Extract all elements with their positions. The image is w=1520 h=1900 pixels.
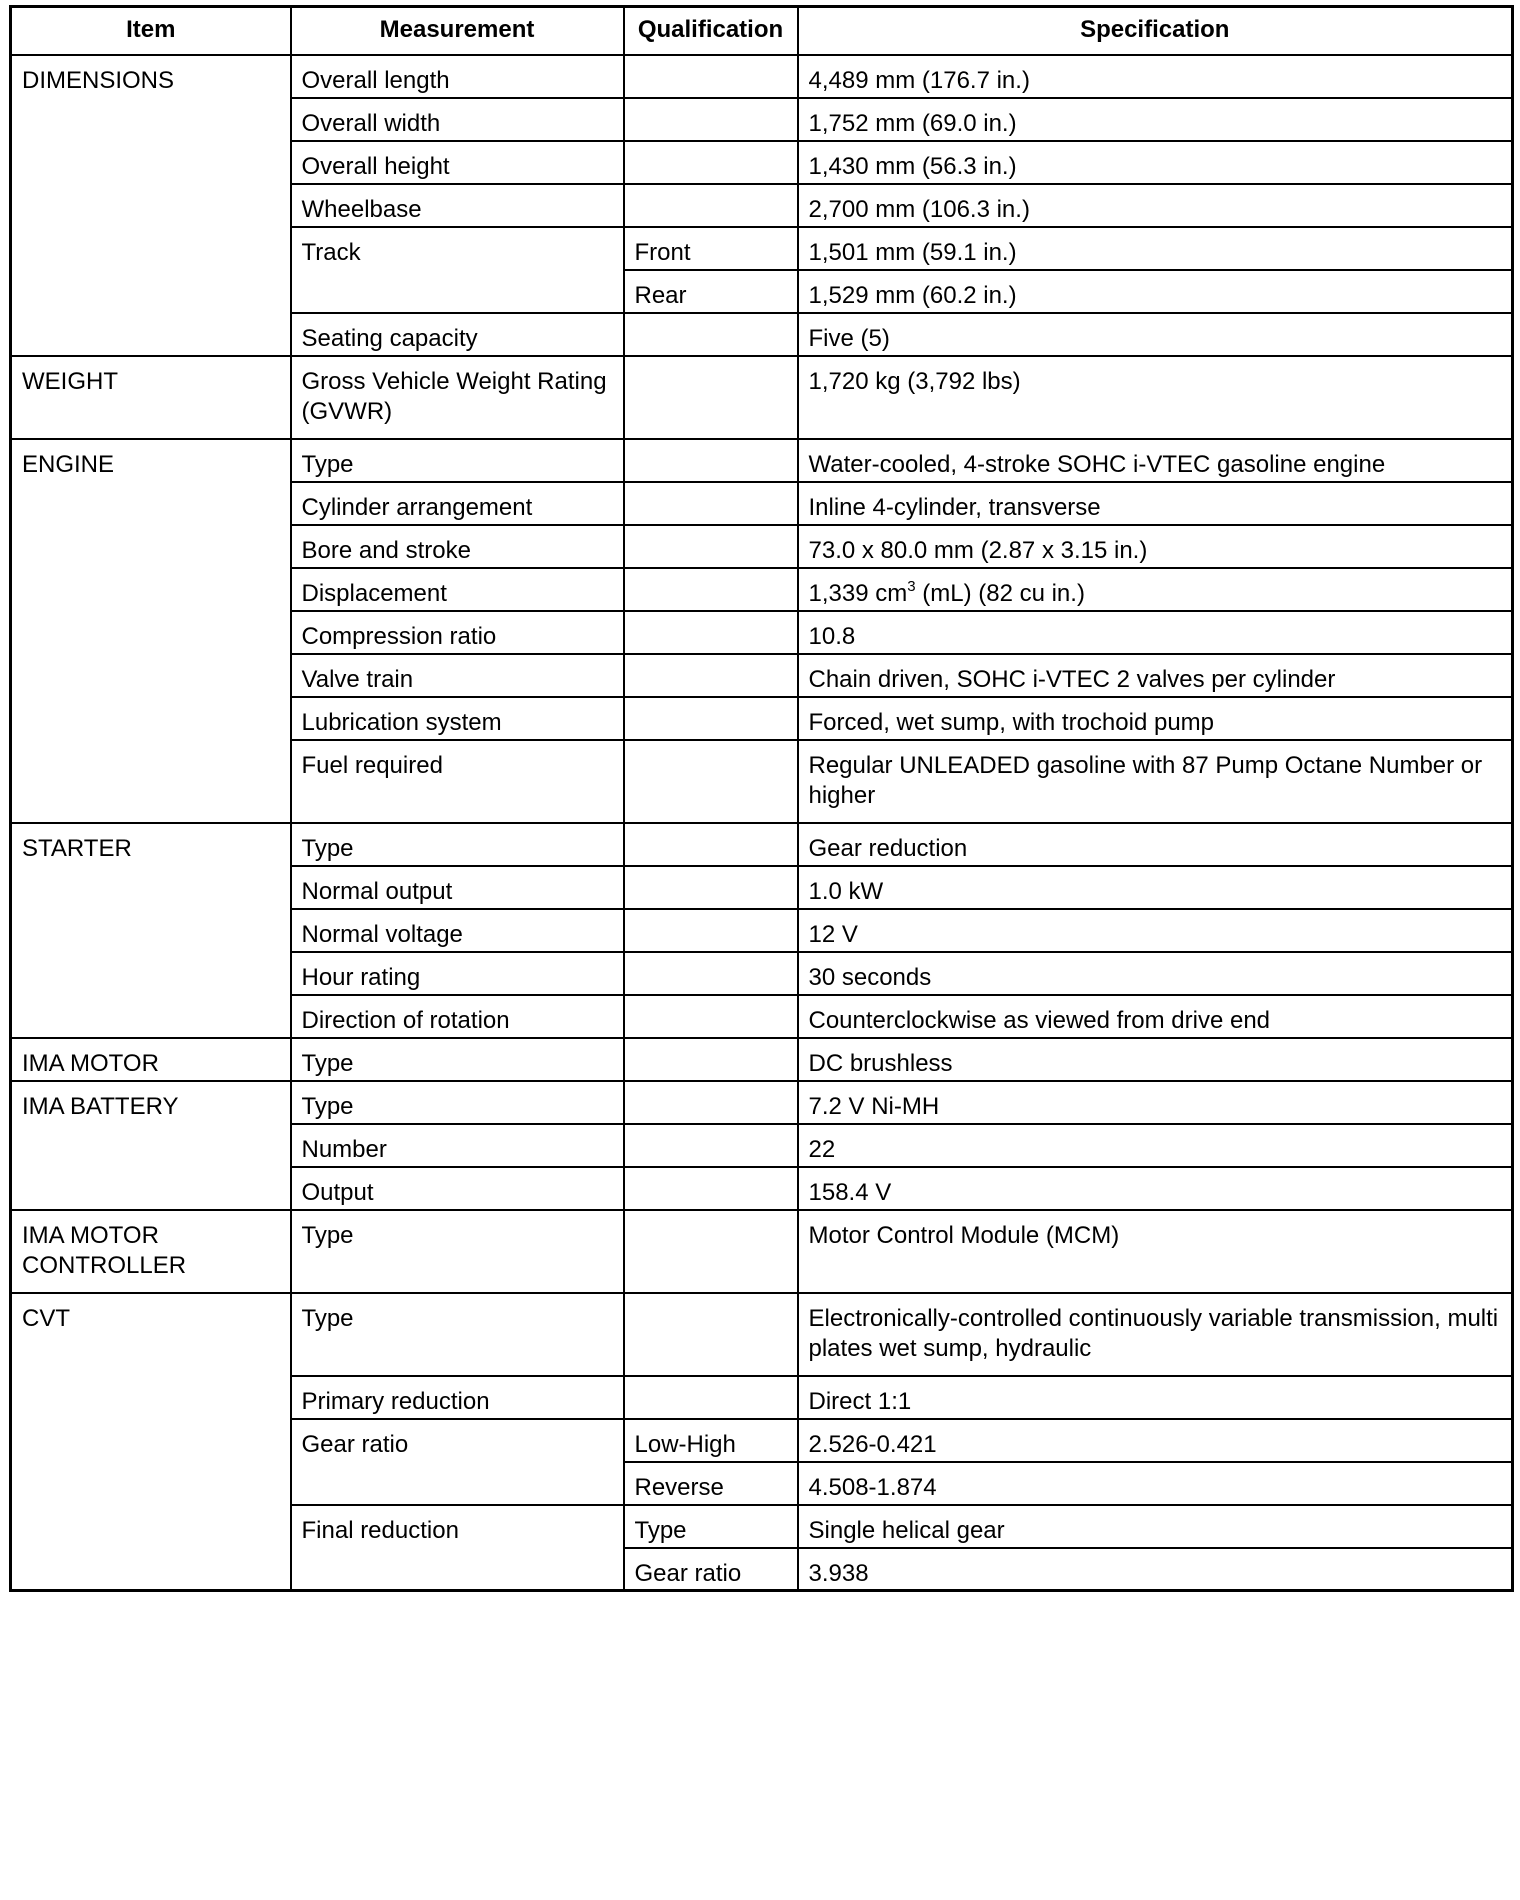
specification-cell: 7.2 V Ni-MH [798,1081,1513,1124]
specification-cell: Chain driven, SOHC i-VTEC 2 valves per cylinder [798,654,1513,697]
measurement-cell: Overall width [291,98,624,141]
qualification-cell [624,697,798,740]
specification-cell: 1,501 mm (59.1 in.) [798,227,1513,270]
spec-sheet [9,5,1511,1592]
table-row [11,1081,1513,1124]
qualification-cell [624,482,798,525]
specification-cell: Regular UNLEADED gasoline with 87 Pump Octane Number or higher [798,740,1513,823]
qualification-cell [624,654,798,697]
specification-cell: DC brushless [798,1038,1513,1081]
measurement-cell: Type [291,823,624,866]
table-row [11,55,1513,98]
specification-cell: Direct 1:1 [798,1376,1513,1419]
table-row [11,1293,1513,1376]
header-qualification: Qualification [624,7,798,55]
specification-cell: 158.4 V [798,1167,1513,1210]
qualification-cell: Reverse [624,1462,798,1505]
measurement-cell: Gear ratio [291,1419,624,1505]
specification-cell: 1,752 mm (69.0 in.) [798,98,1513,141]
qualification-cell [624,568,798,611]
displacement-value: 1,339 cm [808,579,908,607]
item-ima-motor-controller: IMA MOTOR CONTROLLER [11,1210,291,1293]
qualification-cell [624,184,798,227]
item-ima-motor: IMA MOTOR [11,1038,291,1081]
qualification-cell [624,313,798,356]
specification-cell: 1,529 mm (60.2 in.) [798,270,1513,313]
measurement-cell: Fuel required [291,740,624,823]
measurement-cell: Lubrication system [291,697,624,740]
measurement-cell: Normal output [291,866,624,909]
qualification-cell [624,525,798,568]
specification-cell: 2,700 mm (106.3 in.) [798,184,1513,227]
qualification-cell [624,98,798,141]
qualification-cell [624,1167,798,1210]
specification-cell: 2.526-0.421 [798,1419,1513,1462]
qualification-cell [624,439,798,482]
measurement-cell: Hour rating [291,952,624,995]
item-weight: WEIGHT [11,356,291,439]
measurement-cell: Type [291,1210,624,1293]
qualification-cell: Rear [624,270,798,313]
specification-cell: 3.938 [798,1548,1513,1591]
measurement-cell: Type [291,439,624,482]
qualification-cell [624,1210,798,1293]
specification-cell [798,568,1513,611]
qualification-cell [624,909,798,952]
qualification-cell [624,356,798,439]
cubed-superscript: 3 [907,577,916,595]
specification-cell: 4,489 mm (176.7 in.) [798,55,1513,98]
measurement-cell: Compression ratio [291,611,624,654]
qualification-cell [624,1038,798,1081]
measurement-cell: Output [291,1167,624,1210]
measurement-cell: Valve train [291,654,624,697]
table-row [11,439,1513,482]
qualification-cell [624,1081,798,1124]
qualification-cell [624,995,798,1038]
specification-cell: 73.0 x 80.0 mm (2.87 x 3.15 in.) [798,525,1513,568]
specification-cell: Forced, wet sump, with trochoid pump [798,697,1513,740]
header-specification: Specification [798,7,1513,55]
measurement-cell: Bore and stroke [291,525,624,568]
specification-cell: 1.0 kW [798,866,1513,909]
qualification-cell [624,952,798,995]
measurement-cell: Primary reduction [291,1376,624,1419]
specification-cell: Single helical gear [798,1505,1513,1548]
measurement-cell: Number [291,1124,624,1167]
item-dimensions: DIMENSIONS [11,55,291,356]
measurement-cell: Overall length [291,55,624,98]
qualification-cell: Type [624,1505,798,1548]
header-item: Item [11,7,291,55]
specification-cell: 10.8 [798,611,1513,654]
measurement-cell: Normal voltage [291,909,624,952]
qualification-cell [624,823,798,866]
specification-cell: 4.508-1.874 [798,1462,1513,1505]
specification-cell: 1,430 mm (56.3 in.) [798,141,1513,184]
measurement-cell: Overall height [291,141,624,184]
specification-cell: Counterclockwise as viewed from drive end [798,995,1513,1038]
header-measurement: Measurement [291,7,624,55]
qualification-cell [624,1376,798,1419]
measurement-cell: Seating capacity [291,313,624,356]
qualification-cell [624,1293,798,1376]
measurement-cell: Displacement [291,568,624,611]
qualification-cell: Front [624,227,798,270]
displacement-units: (mL) (82 cu in.) [915,579,1085,607]
measurement-cell: Direction of rotation [291,995,624,1038]
specifications-table [9,5,1514,1592]
qualification-cell [624,611,798,654]
item-cvt: CVT [11,1293,291,1591]
qualification-cell: Low-High [624,1419,798,1462]
measurement-cell: Type [291,1081,624,1124]
item-engine: ENGINE [11,439,291,823]
specification-cell: Gear reduction [798,823,1513,866]
specification-cell: Inline 4-cylinder, transverse [798,482,1513,525]
specification-cell: Motor Control Module (MCM) [798,1210,1513,1293]
specification-cell: 30 seconds [798,952,1513,995]
measurement-cell: Track [291,227,624,313]
specification-cell: 22 [798,1124,1513,1167]
measurement-cell: Type [291,1293,624,1376]
measurement-cell: Type [291,1038,624,1081]
item-starter: STARTER [11,823,291,1038]
measurement-cell: Gross Vehicle Weight Rating (GVWR) [291,356,624,439]
specification-cell: Water-cooled, 4-stroke SOHC i-VTEC gasoline engine [798,439,1513,482]
qualification-cell [624,55,798,98]
table-row [11,356,1513,439]
measurement-cell: Final reduction [291,1505,624,1591]
measurement-cell: Wheelbase [291,184,624,227]
specification-cell: 1,720 kg (3,792 lbs) [798,356,1513,439]
qualification-cell [624,866,798,909]
qualification-cell: Gear ratio [624,1548,798,1591]
table-row [11,1038,1513,1081]
specification-cell: 12 V [798,909,1513,952]
qualification-cell [624,141,798,184]
item-ima-battery: IMA BATTERY [11,1081,291,1210]
specification-cell: Five (5) [798,313,1513,356]
table-header-row [11,7,1513,55]
specification-cell: Electronically-controlled continuously variable transmission, multi plates wet sump, hydraulic [798,1293,1513,1376]
qualification-cell [624,740,798,823]
table-row [11,823,1513,866]
qualification-cell [624,1124,798,1167]
measurement-cell: Cylinder arrangement [291,482,624,525]
table-row [11,1210,1513,1293]
